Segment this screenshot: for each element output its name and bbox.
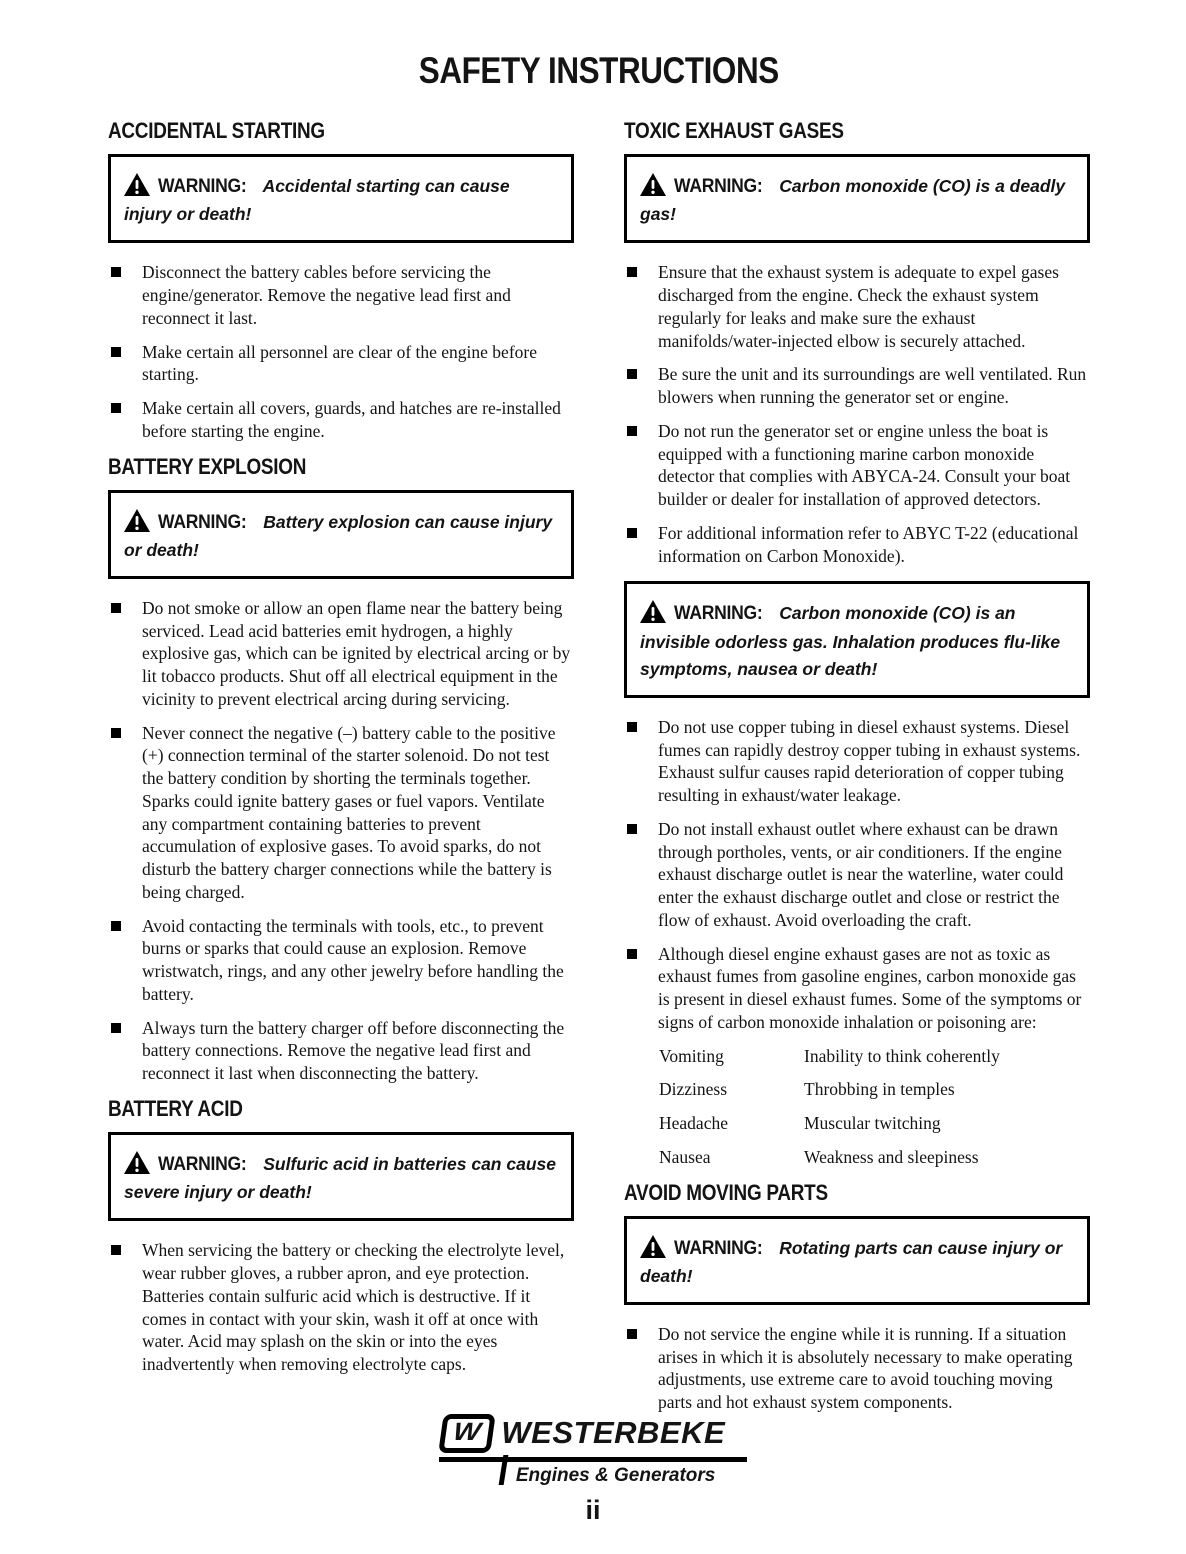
bullet-list — [108, 1239, 574, 1376]
warning-label: WARNING: — [674, 175, 763, 197]
bullet-icon — [111, 921, 121, 931]
list-item-text: Never connect the negative (–) battery cable to the positive (+) connection terminal of the starter solenoid. Do not test the battery condition by shorting the terminals together. Sparks could ignite battery gases or fuel vapors. Ventilate any compartment containing batteries to prevent accumulation of explosive gases. To avoid sparks, do not disturb the battery charger connections while the battery is being charged. — [142, 722, 556, 902]
list-item — [108, 1017, 574, 1085]
westerbeke-logo — [439, 1414, 747, 1488]
warning-triangle-icon — [640, 173, 666, 196]
warning-box-accidental-starting — [108, 154, 574, 243]
brand-name: WESTERBEKE — [501, 1414, 726, 1450]
warning-text: Battery explosion can cause injury or death! — [124, 511, 553, 560]
section-heading-accidental-starting — [108, 118, 574, 144]
list-item-text: Make certain all covers, guards, and hatches are re-installed before starting the engine. — [142, 398, 561, 441]
warning-label: WARNING: — [158, 510, 247, 533]
list-item — [108, 915, 574, 1006]
warning-triangle-icon — [640, 600, 666, 623]
warning-triangle-icon — [124, 173, 150, 196]
warning-triangle-icon — [124, 1151, 150, 1174]
list-item — [624, 818, 1090, 932]
warning-label: WARNING: — [674, 1236, 763, 1259]
page-title-text: SAFETY INSTRUCTIONS — [418, 50, 780, 91]
bullet-icon — [627, 528, 637, 538]
brand-tagline: Engines & Generators — [515, 1465, 716, 1486]
logo-tagline-row — [501, 1462, 716, 1487]
list-item — [624, 716, 1090, 807]
two-column-layout — [108, 118, 1090, 1425]
warning-box-battery-explosion — [108, 490, 574, 579]
section-heading-battery-explosion — [108, 454, 574, 480]
right-column — [624, 118, 1090, 1425]
warning-box-toxic-exhaust — [624, 154, 1090, 243]
bullet-icon — [111, 1245, 121, 1255]
list-item-text: Do not smoke or allow an open flame near the battery being serviced. Lead acid batteries emit hydrogen, a highly explosive gas, which can be ignited by electrical arcing or by lit tobacco products. Shut off all electrical equipment in the vicinity to prevent electrical arcing during servicing. — [142, 597, 571, 709]
warning-box-battery-acid — [108, 1132, 574, 1221]
left-column — [108, 118, 574, 1387]
page-title — [108, 50, 1090, 92]
bullet-icon — [627, 949, 637, 959]
bullet-icon — [111, 728, 121, 738]
list-item — [108, 1239, 574, 1376]
bullet-icon — [111, 603, 121, 613]
bullet-icon — [627, 824, 637, 834]
list-item — [624, 522, 1090, 568]
bullet-list — [624, 261, 1090, 567]
list-item-text: Make certain all personnel are clear of the engine before starting. — [142, 341, 537, 385]
list-item-text: Do not service the engine while it is running. If a situation arises in which it is absolutely necessary to make operating adjustments, use extreme care to avoid touching moving parts and hot exhaust system components. — [658, 1323, 1073, 1413]
heading-text: AVOID MOVING PARTS — [624, 1179, 828, 1205]
list-item-text: Ensure that the exhaust system is adequate to expel gases discharged from the engine. Check the exhaust system regularly for leaks and make sure the exhaust manifolds/water-injected elbow is securely attached. — [658, 262, 1059, 351]
bullet-icon — [111, 1023, 121, 1033]
symptom-row — [659, 1146, 1090, 1169]
warning-label: WARNING: — [158, 175, 247, 197]
page-footer — [0, 1414, 1186, 1527]
list-item — [108, 597, 574, 711]
warning-label: WARNING: — [158, 1152, 247, 1175]
warning-text: Carbon monoxide (CO) is a deadly gas! — [640, 176, 1066, 225]
list-item — [108, 261, 574, 329]
list-item — [624, 943, 1090, 1034]
list-item-text: Disconnect the battery cables before servicing the engine/generator. Remove the negative lead first and reconnect it last. — [142, 262, 511, 328]
symptom-cell: Weakness and sleepiness — [804, 1146, 979, 1167]
warning-text: Sulfuric acid in batteries can cause severe injury or death! — [124, 1153, 556, 1203]
list-item — [108, 722, 574, 904]
list-item — [624, 261, 1090, 352]
bullet-icon — [627, 369, 637, 379]
list-item-text: Do not run the generator set or engine unless the boat is equipped with a functioning marine carbon monoxide detector that complies with ABYCA-24. Consult your boat builder or dealer for installation of approved detectors. — [658, 420, 1071, 510]
symptom-cell: Headache — [659, 1113, 728, 1134]
list-item — [108, 397, 574, 443]
page-number: ii — [585, 1495, 601, 1525]
bullet-icon — [627, 426, 637, 436]
section-heading-avoid-moving-parts — [624, 1180, 1090, 1206]
bullet-list — [108, 261, 574, 442]
symptom-cell: Muscular twitching — [804, 1113, 941, 1134]
section-heading-battery-acid — [108, 1096, 574, 1122]
warning-box-rotating-parts — [624, 1216, 1090, 1305]
list-item — [108, 341, 574, 387]
heading-text: TOXIC EXHAUST GASES — [624, 118, 844, 143]
list-item-text: Do not use copper tubing in diesel exhaust systems. Diesel fumes can rapidly destroy copper tubing in exhaust systems. Exhaust sulfur causes rapid deterioration of copper tubing resulting in exhaust/water leakage. — [658, 716, 1081, 806]
list-item-text: Although diesel engine exhaust gases are not as toxic as exhaust fumes from gasoline engines, carbon monoxide gas is present in diesel exhaust fumes. Some of the symptoms or signs of carbon monoxide inhalation or poisoning are: — [658, 943, 1082, 1032]
heading-text: BATTERY ACID — [108, 1095, 243, 1121]
symptom-cell: Dizziness — [659, 1079, 728, 1100]
logo-brand-row — [439, 1414, 747, 1463]
list-item — [624, 363, 1090, 409]
bullet-list — [108, 597, 574, 1085]
list-item — [624, 420, 1090, 511]
warning-text: Rotating parts can cause injury or death! — [640, 1237, 1063, 1286]
warning-triangle-icon — [640, 1235, 666, 1258]
bullet-list — [624, 716, 1090, 1034]
list-item — [624, 1323, 1090, 1414]
list-item-text: When servicing the battery or checking the electrolyte level, wear rubber gloves, a rubber apron, and eye protection. Batteries contain sulfuric acid which is destructive. If it comes in contact with your skin, wash it off at once with water. Acid may splash on the skin or into the eyes inadvertently when removing electrolyte caps. — [142, 1240, 565, 1375]
bullet-icon — [627, 1329, 637, 1339]
symptom-cell: Inability to think coherently — [804, 1045, 1000, 1066]
bullet-list — [624, 1323, 1090, 1414]
bullet-icon — [627, 722, 637, 732]
logo-w-letter: W — [451, 1417, 483, 1446]
bullet-icon — [627, 267, 637, 277]
symptom-cell: Vomiting — [659, 1045, 724, 1066]
symptom-row — [659, 1078, 1090, 1101]
logo-w-icon — [438, 1414, 495, 1453]
bullet-icon — [111, 403, 121, 413]
bullet-icon — [111, 267, 121, 277]
list-item-text: Be sure the unit and its surroundings are well ventilated. Run blowers when running the generator set or engine. — [658, 364, 1087, 408]
section-heading-toxic-exhaust-gases — [624, 118, 1090, 144]
heading-text: ACCIDENTAL STARTING — [108, 118, 325, 143]
bullet-icon — [111, 347, 121, 357]
symptom-row — [659, 1045, 1090, 1068]
symptom-cell: Throbbing in temples — [804, 1079, 955, 1100]
symptom-table — [659, 1045, 1090, 1169]
symptom-row — [659, 1112, 1090, 1135]
warning-box-carbon-monoxide-invisible — [624, 581, 1090, 697]
heading-text: BATTERY EXPLOSION — [108, 453, 307, 479]
list-item-text: Avoid contacting the terminals with tools, etc., to prevent burns or sparks that could cause an explosion. Remove wristwatch, rings, and any other jewelry before handling the battery. — [142, 915, 564, 1004]
list-item-text: Always turn the battery charger off before disconnecting the battery connections. Remove the negative lead first and reconnect it last when disconnecting the battery. — [142, 1017, 565, 1084]
symptom-cell: Nausea — [659, 1146, 711, 1167]
list-item-text: For additional information refer to ABYC T-22 (educational information on Carbon Monoxide). — [658, 522, 1079, 566]
warning-text: Accidental starting can cause injury or death! — [124, 176, 510, 225]
warning-triangle-icon — [124, 509, 150, 532]
warning-text: Carbon monoxide (CO) is an invisible odorless gas. Inhalation produces flu-like symptoms, nausea or death! — [640, 603, 1061, 679]
list-item-text: Do not install exhaust outlet where exhaust can be drawn through portholes, vents, or air conditioners. If the engine exhaust discharge outlet is near the waterline, water could enter the exhaust discharge outlet and close or restrict the flow of exhaust. Avoid overloading the craft. — [658, 818, 1064, 930]
warning-label: WARNING: — [674, 602, 763, 625]
